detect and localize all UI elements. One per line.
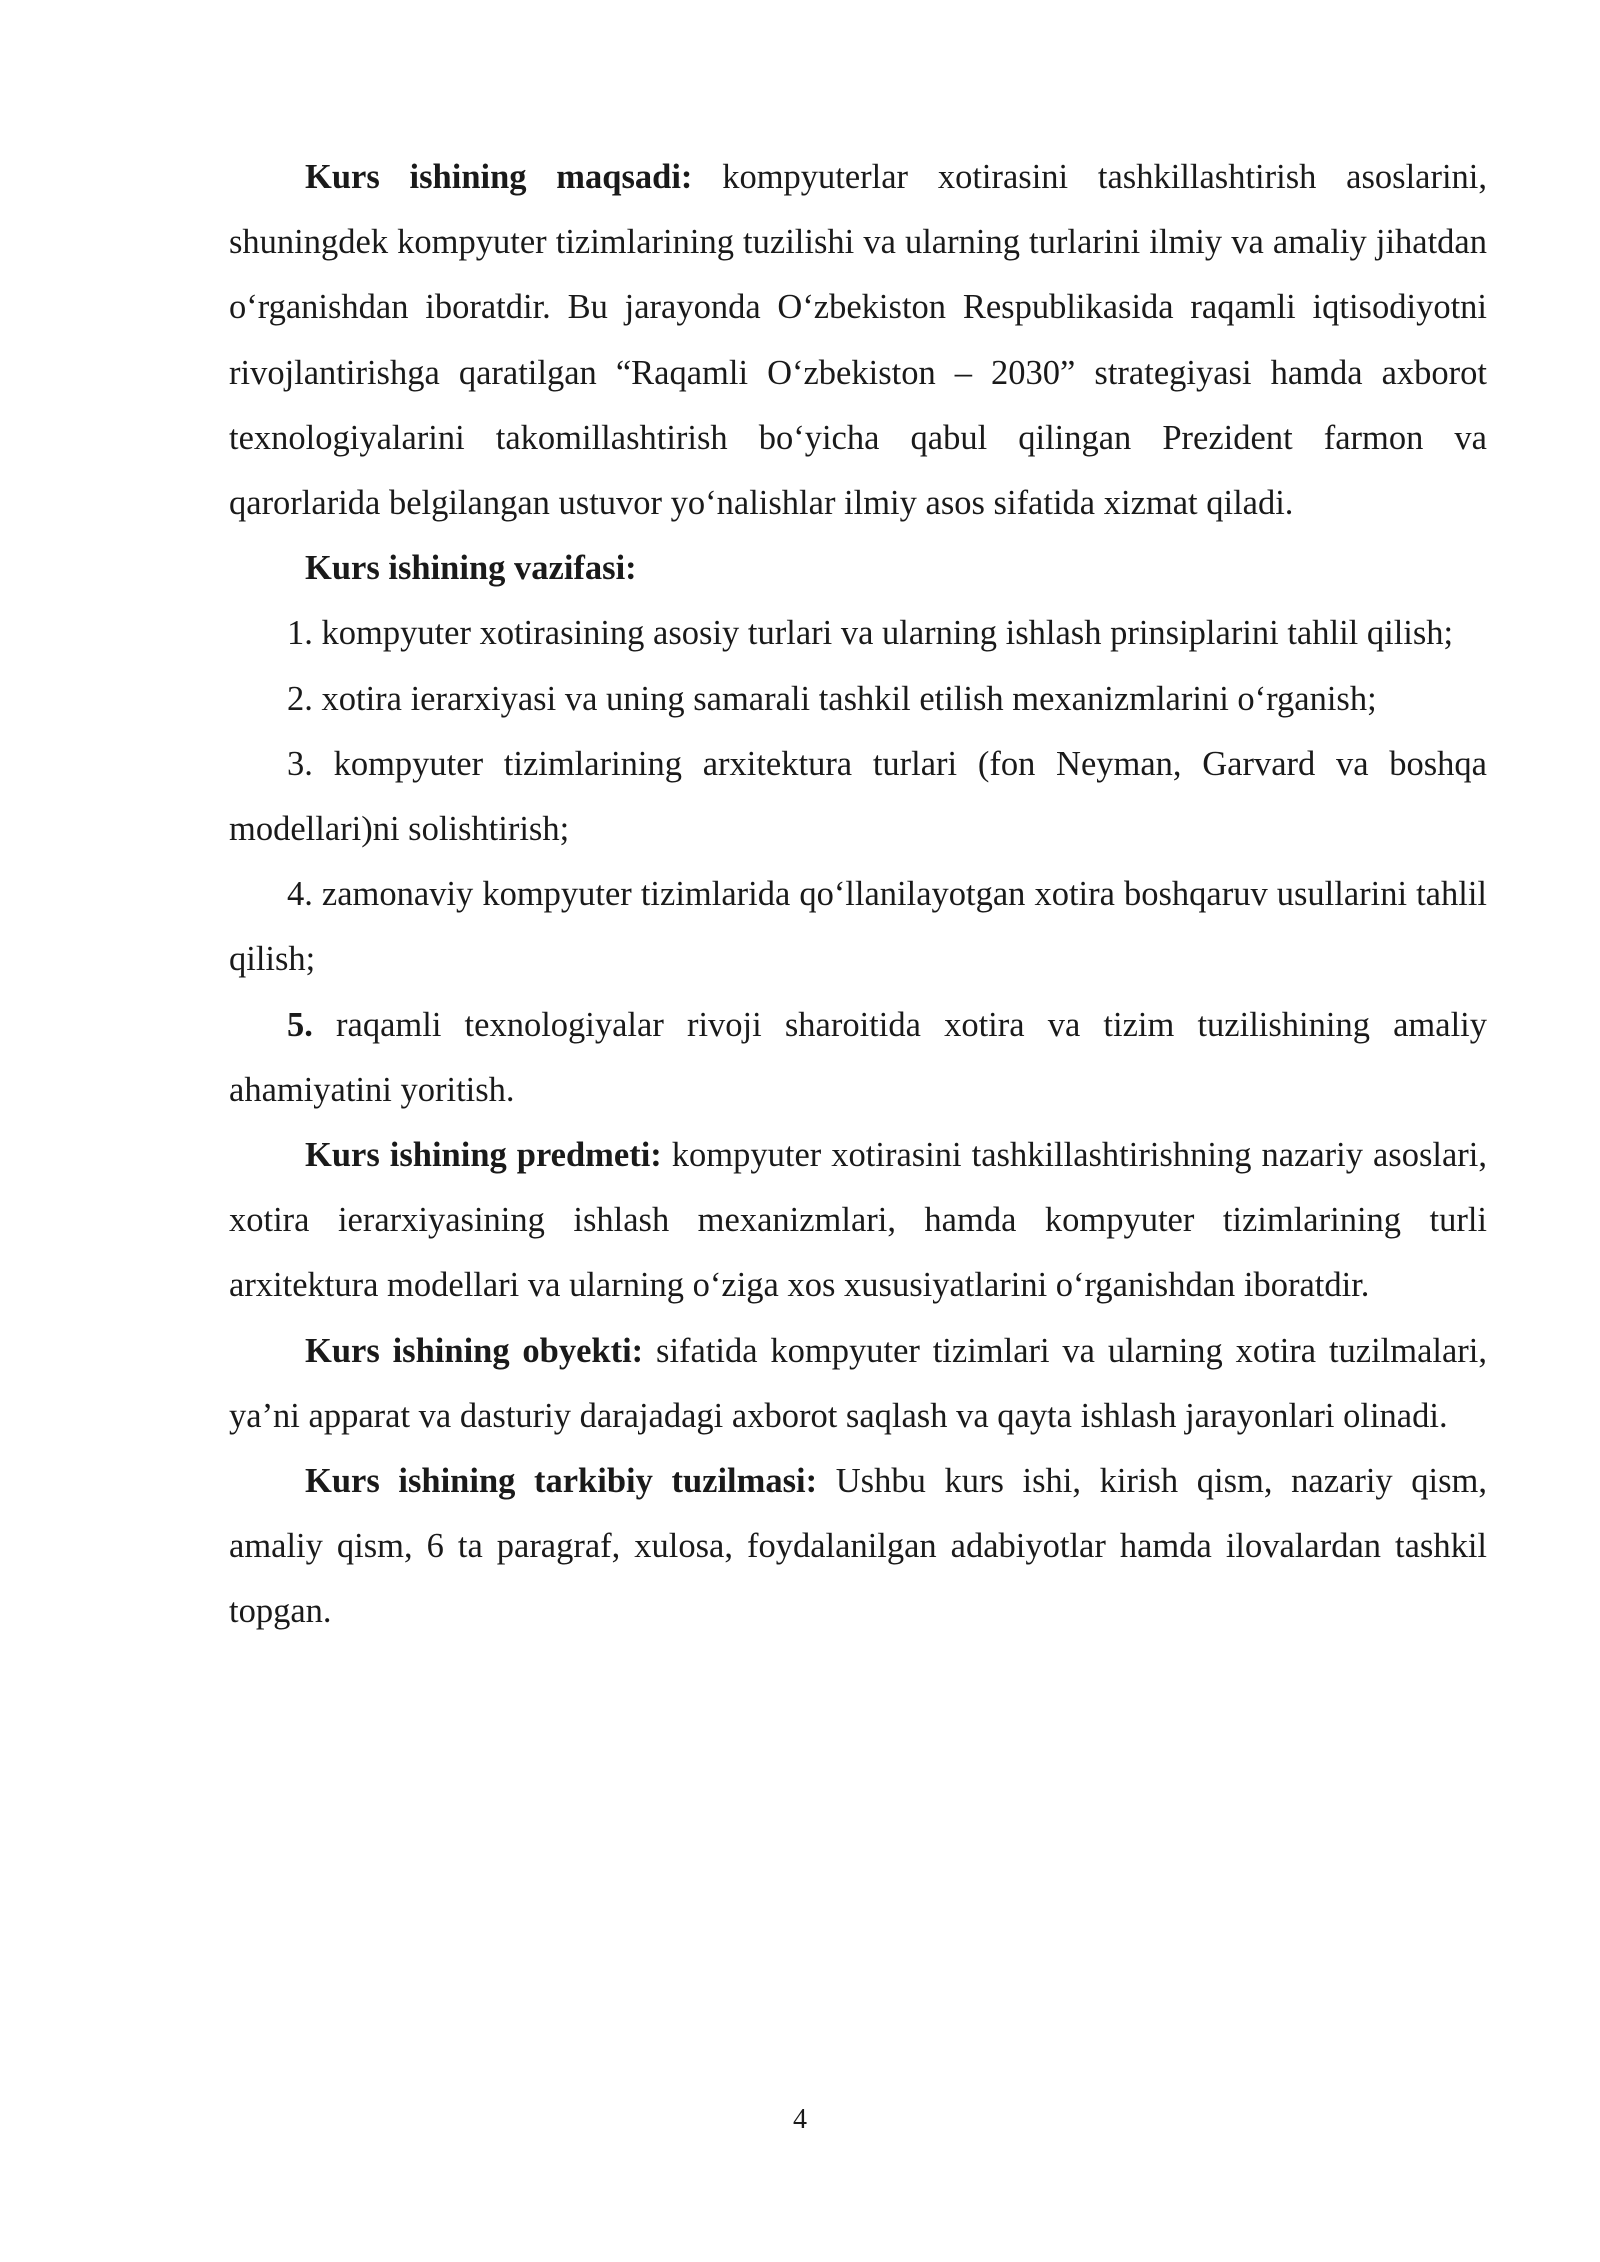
object-paragraph xyxy=(229,1319,1487,1449)
task-number-3: 3. xyxy=(287,744,313,783)
tasks-label: Kurs ishining vazifasi: xyxy=(305,549,637,588)
task-number-4: 4. xyxy=(287,875,313,914)
task-number-2: 2. xyxy=(287,679,313,718)
task-item-3 xyxy=(229,732,1487,862)
goal-paragraph xyxy=(229,145,1487,536)
page-body xyxy=(229,145,1487,1645)
subject-paragraph xyxy=(229,1123,1487,1319)
task-text-2: xotira ierarxiyasi va uning samarali tashkil etilish mexanizmlarini o‘rganish; xyxy=(321,679,1377,718)
task-item-5 xyxy=(229,993,1487,1123)
page-number: 4 xyxy=(793,2104,807,2135)
task-text-1: kompyuter xotirasining asosiy turlari va ularning ishlash prinsiplarini tahlil qilish; xyxy=(321,614,1454,653)
structure-paragraph xyxy=(229,1449,1487,1645)
task-item-2 xyxy=(229,667,1487,732)
task-text-4: zamonaviy kompyuter tizimlarida qo‘llanilayotgan xotira boshqaruv usullarini tahlil qilish; xyxy=(229,875,1488,979)
subject-text: kompyuter xotirasini tashkillashtirishning nazariy asoslari, xotira ierarxiyasining ishlash mexanizmlari, hamda kompyuter tizimlarining turli arxitektura modellari va ularning o‘ziga xos xususiyatlarini o‘rganishdan iboratdir. xyxy=(229,1136,1487,1305)
structure-label: Kurs ishining tarkibiy tuzilmasi: xyxy=(305,1462,818,1501)
tasks-heading xyxy=(229,536,1487,601)
task-text-3: kompyuter tizimlarining arxitektura turlari (fon Neyman, Garvard va boshqa modellari)ni solishtirish; xyxy=(229,744,1487,849)
object-label: Kurs ishining obyekti: xyxy=(305,1331,644,1370)
goal-label: Kurs ishining maqsadi: xyxy=(305,158,693,196)
task-number-1: 1. xyxy=(287,614,313,653)
task-item-1 xyxy=(229,601,1487,666)
task-number-5: 5. xyxy=(287,1005,313,1044)
goal-text: kompyuterlar xotirasini tashkillashtirish asoslarini, shuningdek kompyuter tizimlarining tuzilishi va ularning turlarini ilmiy va amaliy jihatdan o‘rganishdan iboratdir. Bu jarayonda O‘zbekiston Respublikasida raqamli iqtisodiyotni rivojlantirishga qaratilgan “Raqamli O‘zbekiston – 2030” strategiyasi hamda axborot texnologiyalarini takomillashtirish bo‘yicha qabul qilingan Prezident farmon va qarorlarida belgilangan ustuvor yo‘nalishlar ilmiy asos sifatida xizmat qiladi. xyxy=(229,158,1488,523)
structure-text: Ushbu kurs ishi, kirish qism, nazariy qism, amaliy qism, 6 ta paragraf, xulosa, foydalanilgan adabiyotlar hamda ilovalardan tashkil topgan. xyxy=(229,1462,1487,1631)
object-text: sifatida kompyuter tizimlari va ularning xotira tuzilmalari, ya’ni apparat va dasturiy darajadagi axborot saqlash va qayta ishlash jarayonlari olinadi. xyxy=(229,1331,1488,1435)
subject-label: Kurs ishining predmeti: xyxy=(305,1136,662,1175)
task-item-4 xyxy=(229,862,1487,992)
task-text-5: raqamli texnologiyalar rivoji sharoitida xotira va tizim tuzilishining amaliy ahamiyatini yoritish. xyxy=(229,1005,1488,1109)
